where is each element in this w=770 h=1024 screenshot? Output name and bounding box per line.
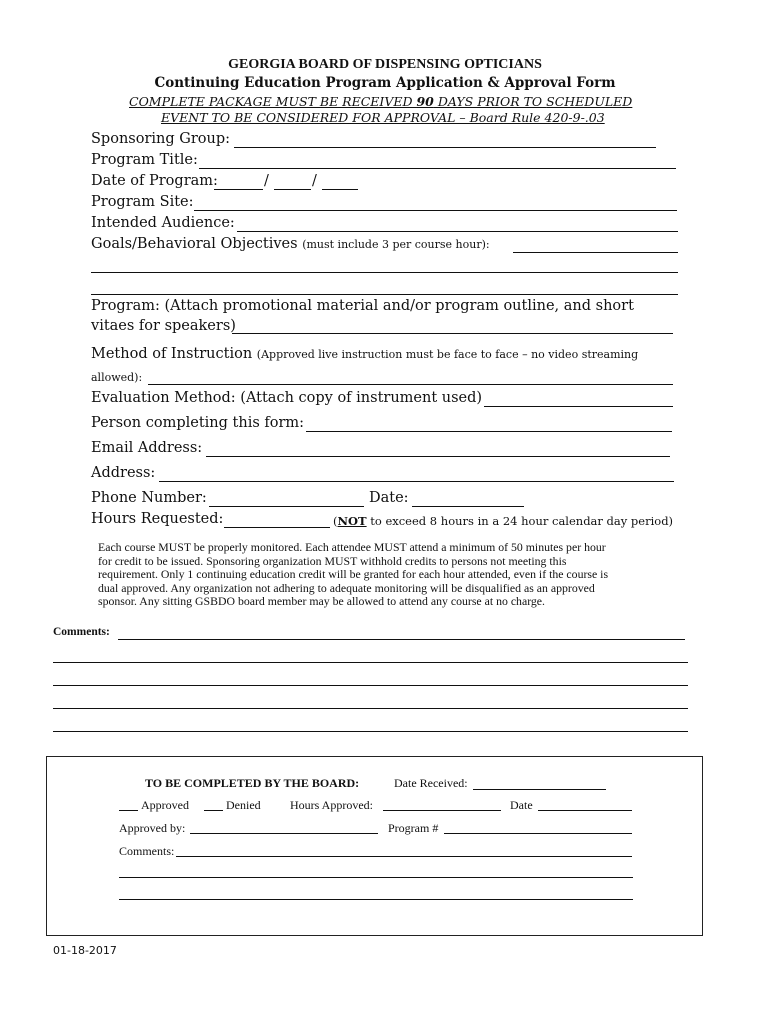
comments-line-4[interactable] (53, 708, 688, 709)
intended-audience-field[interactable] (237, 231, 678, 232)
phone-label: Phone Number: (91, 490, 207, 506)
person-label: Person completing this form: (91, 415, 305, 431)
method-label: Method of Instruction (Approved live instruction must be face to face – no video streaming (91, 346, 639, 362)
program-site-label: Program Site: (91, 194, 194, 210)
sponsoring-group-field[interactable] (234, 147, 656, 148)
program-title-field[interactable] (199, 168, 676, 169)
program-attach-label: Program: (Attach promotional material and/or program outline, and short (91, 298, 634, 314)
approved-checkbox[interactable] (119, 810, 138, 811)
method-note-2: allowed): (91, 371, 143, 384)
program-month-field[interactable] (214, 189, 263, 190)
comments-line-5[interactable] (53, 731, 688, 732)
email-label: Email Address: (91, 440, 203, 456)
address-label: Address: (91, 465, 156, 481)
board-comments-line-2[interactable] (119, 877, 633, 878)
hours-approved-label: Hours Approved: (290, 798, 373, 812)
date-separator: / (264, 173, 269, 189)
date-field[interactable] (412, 506, 524, 507)
person-field[interactable] (306, 431, 672, 432)
program-year-field[interactable] (322, 189, 358, 190)
program-attach-label-2: vitaes for speakers) (91, 318, 236, 334)
form-title: GEORGIA BOARD OF DISPENSING OPTICIANS (228, 57, 542, 72)
program-day-field[interactable] (274, 189, 311, 190)
goals-field-line-3[interactable] (91, 294, 678, 295)
form-subtitle: Continuing Education Program Application & Approval Form (154, 75, 616, 91)
monitoring-policy (98, 541, 696, 609)
board-date-label: Date (510, 798, 533, 812)
program-attach-field[interactable] (232, 333, 673, 334)
program-number-label: Program # (388, 821, 439, 835)
board-comments-field[interactable] (176, 856, 632, 857)
board-date-field[interactable] (538, 810, 632, 811)
policy-line: dual approved. Any organization not adhering to adequate monitoring will be disqualified as an approved (98, 580, 595, 595)
date-label: Date: (369, 490, 409, 506)
approved-label: Approved (141, 798, 189, 812)
approved-by-field[interactable] (190, 833, 378, 834)
date-received-label: Date Received: (394, 776, 468, 790)
goals-field-line-2[interactable] (91, 272, 678, 273)
method-field[interactable] (148, 384, 673, 385)
denied-checkbox[interactable] (204, 810, 223, 811)
notice-line-2: EVENT TO BE CONSIDERED FOR APPROVAL – Board Rule 420-9-.03 (161, 110, 605, 125)
board-comments-label: Comments: (119, 844, 175, 858)
intended-audience-label: Intended Audience: (91, 215, 235, 231)
notice-line-1: COMPLETE PACKAGE MUST BE RECEIVED 90 DAYS PRIOR TO SCHEDULED (129, 94, 633, 109)
comments-line-2[interactable] (53, 662, 688, 663)
policy-line: requirement. Only 1 continuing education credit will be granted for each hour attended, even if the course is (98, 567, 609, 582)
date-of-program-label: Date of Program: (91, 173, 218, 189)
date-received-field[interactable] (473, 789, 606, 790)
hours-note: (NOT to exceed 8 hours in a 24 hour calendar day period) (333, 514, 674, 528)
date-separator: / (312, 173, 317, 189)
goals-field[interactable] (513, 252, 678, 253)
hours-approved-field[interactable] (383, 810, 501, 811)
policy-line: Each course MUST be properly monitored. Each attendee MUST attend a minimum of 50 minutes per hour (98, 540, 606, 554)
hours-label: Hours Requested: (91, 511, 224, 527)
goals-label: Goals/Behavioral Objectives (must include 3 per course hour): (91, 236, 490, 252)
address-field[interactable] (159, 481, 674, 482)
policy-line: for credit to be issued. Sponsoring organization MUST withhold credits to persons not meeting this (98, 553, 567, 568)
email-field[interactable] (206, 456, 670, 457)
hours-field[interactable] (224, 527, 330, 528)
program-title-label: Program Title: (91, 152, 198, 168)
approved-by-label: Approved by: (119, 821, 186, 835)
program-number-field[interactable] (444, 833, 632, 834)
comments-line-3[interactable] (53, 685, 688, 686)
policy-line: sponsor. Any sitting GSBDO board member may be allowed to attend any course at no charge. (98, 594, 545, 609)
sponsoring-group-label: Sponsoring Group: (91, 131, 231, 147)
evaluation-field[interactable] (484, 406, 673, 407)
denied-label: Denied (226, 798, 261, 812)
comments-field[interactable] (118, 639, 685, 640)
program-site-field[interactable] (194, 210, 677, 211)
evaluation-label: Evaluation Method: (Attach copy of instrument used) (91, 390, 483, 406)
phone-field[interactable] (209, 506, 364, 507)
board-heading: TO BE COMPLETED BY THE BOARD: (145, 776, 360, 790)
revision-date: 01-18-2017 (53, 944, 117, 957)
comments-label: Comments: (53, 626, 110, 638)
board-comments-line-3[interactable] (119, 899, 633, 900)
